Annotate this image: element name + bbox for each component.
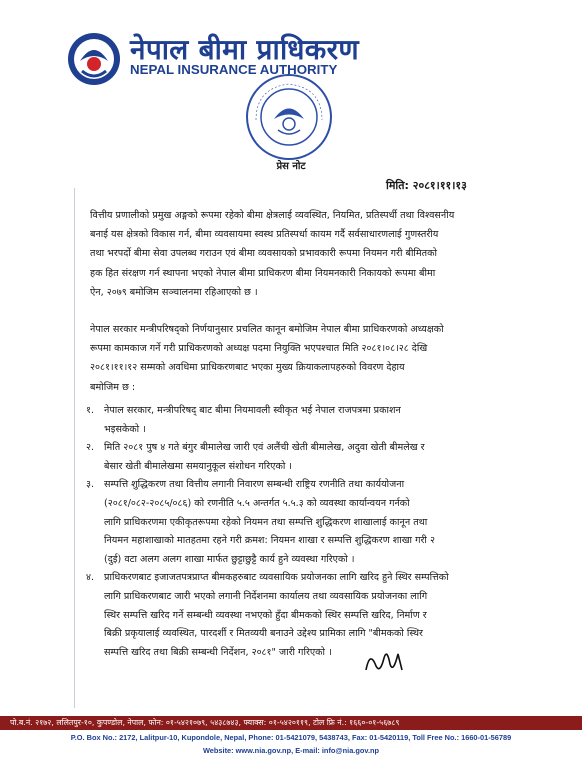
- paragraph-line: वित्तीय प्रणालीको प्रमुख अङ्गको रूपमा रहेको बीमा क्षेत्रलाई व्यवस्थित, नियमित, प्रतिस्पर्धी तथा विश्वसनीय: [90, 210, 455, 221]
- list-item-line: नियमन महाशाखाको मातहतमा रहने गरी क्रमश: नियमन शाखा र सम्पत्ति शुद्धिकरण शाखा गरी २: [104, 535, 435, 547]
- list-item-number: २.: [86, 442, 95, 454]
- appointment-paragraph: [90, 320, 488, 397]
- paragraph-line: नेपाल सरकार मन्त्रीपरिषद्को निर्णयानुसार प्रचलित कानून बमोजिम नेपाल बीमा प्राधिकरणको अध्यक्षको: [90, 324, 444, 335]
- paragraph-line: ऐन, २०७९ बमोजिम सञ्चालनमा रहिआएको छ ।: [90, 286, 258, 298]
- list-item-line: प्राधिकरणबाट इजाजतपत्रप्राप्त बीमकहरुबाट व्यवसायिक प्रयोजनका लागि खरिद हुने स्थिर सम्पत्तिको: [104, 572, 449, 584]
- paragraph-line: हक हित संरक्षण गर्न स्थापना भएको नेपाल बीमा प्राधिकरण बीमा नियमनकारी निकायको रूपमा बीमा: [90, 267, 436, 279]
- list-item-line: सम्पत्ति शुद्धिकरण तथा वित्तीय लगानी निवारण सम्बन्धी राष्ट्रिय रणनीति तथा कार्ययोजना: [104, 479, 405, 491]
- list-item-line: बेसार खेती बीमालेखमा समयानुकूल संशोधन गरिएको ।: [104, 460, 293, 472]
- footer-address-nepali: पो.ब.नं. २१७२, ललितपुर-१०, कुपण्डोल, नेपाल, फोन: ०१-५४२१०७९, ५४३८७४३, फ्याक्स: ०१-५४२०११९, टोल फ्रि नं.: १६६०-०१-५६७८९: [10, 718, 400, 727]
- list-item-line: सम्पत्ति खरिद तथा बिक्री सम्बन्धी निर्देशन, २०८१" जारी गरिएको ।: [104, 646, 332, 658]
- list-item-line: भइसकेको ।: [104, 423, 146, 435]
- footer-website-email: Website: www.nia.gov.np, E-mail: info@nia.gov.np: [202, 746, 380, 755]
- list-item-line: (२०८१/०८२-२०८५/०८६) को रणनीति ५.५ अन्तर्गत ५.५.३ को व्यवस्था कार्यान्वयन गर्नको: [104, 497, 410, 509]
- press-note-title: प्रेस नोट: [276, 161, 306, 172]
- authority-title-nepali: नेपाल बीमा प्राधिकरण: [130, 33, 359, 66]
- list-item: [86, 569, 490, 662]
- paragraph-line: रूपमा कामकाज गर्ने गरी प्राधिकरणको अध्यक्ष पदमा नियुक्ति भएपश्चात मिति २०८१।०८।२८ देखि: [90, 343, 428, 355]
- official-seal-icon: [244, 72, 334, 162]
- left-margin-rule: [74, 188, 75, 708]
- list-item-line: मिति २०८१ पुष ४ गते बंगुर बीमालेख जारी एवं अलैंची खेती बीमालेख, अदुवा खेती बीमलेख र: [104, 442, 425, 454]
- footer-address-english: P.O. Box No.: 2172, Lalitpur-10, Kupondole, Nepal, Phone: 01-5421079, 5438743, Fax: 01-5420119, Toll Free No.: 1660-01-56789: [70, 733, 512, 742]
- list-item: [86, 476, 490, 569]
- list-item-line: नेपाल सरकार, मन्त्रीपरिषद् बाट बीमा नियमावली स्वीकृत भई नेपाल राजपत्रमा प्रकाशन: [104, 405, 401, 416]
- paragraph-line: बनाई यस क्षेत्रको विकास गर्न, बीमा व्यवसायमा स्वस्थ प्रतिस्पर्धा कायम गर्दै सर्वसाधारणलाई गुणस्तरीय: [90, 229, 439, 241]
- nia-logo-icon: [66, 31, 122, 87]
- list-item-number: ३.: [86, 479, 95, 491]
- list-item-line: बिक्री प्रकृयालाई व्यवस्थित, पारदर्शी र मितव्ययी बनाउने उद्देश्य प्रामिका लागि "बीमकको स्थिर: [104, 628, 423, 640]
- paragraph-line: २०८१।११।१२ सम्मको अवधिमा प्राधिकरणबाट भएका मुख्य क्रियाकलापहरुको विवरण देहाय: [90, 362, 405, 374]
- list-item-number: १.: [86, 405, 95, 416]
- activities-list: [86, 402, 490, 662]
- press-note-date: मिति: २०८१।११।१३: [386, 179, 467, 192]
- list-item-line: लागि प्राधिकरणमा एकीकृतरूपमा रहेको नियमन तथा सम्पत्ति शुद्धिकरण शाखालाई कानून तथा: [104, 516, 428, 528]
- paragraph-line: बमोजिम छ :: [90, 381, 136, 393]
- list-item: [86, 439, 490, 476]
- list-item: [86, 402, 490, 439]
- list-item-number: ४.: [86, 572, 95, 584]
- intro-paragraph: [90, 206, 488, 302]
- list-item-line: (दुई) वटा अलग अलग शाखा मार्फत छुट्टाछुट्टै कार्य हुने व्यवस्था गरिएको ।: [104, 553, 355, 565]
- paragraph-line: तथा भरपर्दो बीमा सेवा उपलब्ध गराउन एवं बीमा व्यवसायको प्रभावकारी रूपमा नियमन गरी बीमितको: [90, 248, 437, 260]
- list-item-line: स्थिर सम्पत्ति खरिद गर्ने सम्बन्धी व्यवस्था नभएको हुँदा बीमकको स्थिर सम्पत्ति खरिद, निर्माण र: [104, 609, 427, 621]
- signature-icon: [360, 640, 408, 680]
- authority-title-english: NEPAL INSURANCE AUTHORITY: [130, 62, 338, 77]
- list-item-line: लागि प्राधिकरणबाट जारी भएको लगानी निर्देशनमा कार्यालय तथा व्यवसायिक प्रयोजनका लागि: [104, 590, 428, 602]
